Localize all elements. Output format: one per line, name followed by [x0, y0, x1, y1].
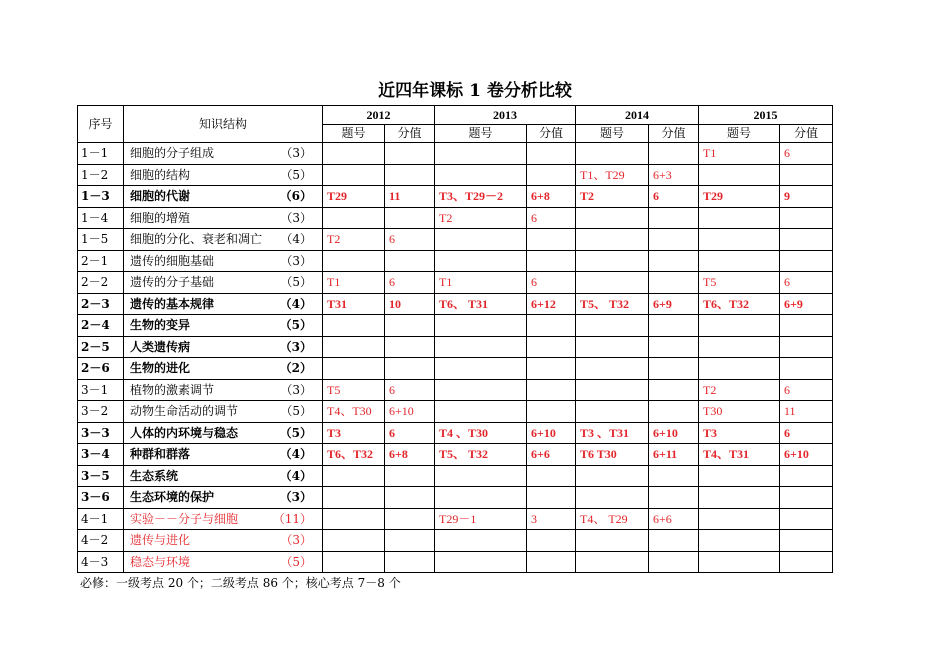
row-seq: 2－4 — [78, 315, 124, 337]
score-cell — [649, 551, 699, 573]
header-knowledge: 知识结构 — [124, 106, 323, 143]
row-knowledge — [124, 164, 323, 186]
table-row — [78, 336, 833, 358]
knowledge-name: 细胞的分化、衰老和凋亡 — [130, 232, 263, 247]
score-cell — [385, 551, 435, 573]
row-knowledge — [124, 315, 323, 337]
row-knowledge — [124, 508, 323, 530]
header-year-2012: 2012 — [323, 106, 435, 125]
score-cell — [649, 250, 699, 272]
row-knowledge — [124, 143, 323, 165]
question-cell: T6、T32 — [323, 444, 385, 466]
row-seq: 4－1 — [78, 508, 124, 530]
table-row — [78, 487, 833, 509]
row-seq: 4－3 — [78, 551, 124, 573]
header-question: 题号 — [435, 124, 527, 143]
table-row — [78, 465, 833, 487]
row-knowledge — [124, 207, 323, 229]
score-cell: 6+10 — [780, 444, 833, 466]
knowledge-points: （5） — [280, 404, 312, 419]
score-cell — [385, 465, 435, 487]
table-row — [78, 401, 833, 423]
question-cell: T29 — [323, 186, 385, 208]
question-cell: T1 — [323, 272, 385, 294]
row-seq: 1－3 — [78, 186, 124, 208]
score-cell: 6 — [385, 229, 435, 251]
score-cell: 6 — [527, 272, 576, 294]
knowledge-name: 细胞的结构 — [130, 167, 191, 182]
score-cell — [649, 401, 699, 423]
question-cell — [576, 465, 649, 487]
question-cell — [323, 551, 385, 573]
table-row — [78, 250, 833, 272]
question-cell — [323, 207, 385, 229]
score-cell: 6 — [780, 422, 833, 444]
knowledge-name: 遗传与进化 — [130, 533, 191, 548]
row-seq: 4－2 — [78, 530, 124, 552]
table-row — [78, 358, 833, 380]
knowledge-name: 稳态与环境 — [130, 554, 191, 569]
header-row-years — [78, 106, 833, 125]
score-cell — [385, 250, 435, 272]
row-knowledge — [124, 186, 323, 208]
row-seq: 3－3 — [78, 422, 124, 444]
question-cell: T6 T30 — [576, 444, 649, 466]
score-cell: 6+8 — [527, 186, 576, 208]
row-seq: 3－5 — [78, 465, 124, 487]
question-cell: T1、T29 — [576, 164, 649, 186]
score-cell: 6 — [385, 422, 435, 444]
table-row — [78, 379, 833, 401]
row-knowledge — [124, 358, 323, 380]
header-year-2013: 2013 — [435, 106, 576, 125]
row-seq: 1－1 — [78, 143, 124, 165]
question-cell — [435, 143, 527, 165]
score-cell — [527, 358, 576, 380]
question-cell — [576, 143, 649, 165]
score-cell — [649, 465, 699, 487]
question-cell — [699, 465, 780, 487]
header-score: 分值 — [527, 124, 576, 143]
question-cell — [323, 465, 385, 487]
score-cell — [385, 164, 435, 186]
question-cell — [699, 530, 780, 552]
knowledge-name: 细胞的增殖 — [130, 210, 191, 225]
knowledge-points: （2） — [279, 361, 312, 376]
knowledge-points: （5） — [280, 554, 312, 569]
score-cell — [649, 272, 699, 294]
score-cell: 11 — [780, 401, 833, 423]
score-cell — [385, 508, 435, 530]
row-seq: 1－5 — [78, 229, 124, 251]
knowledge-points: （4） — [279, 468, 312, 483]
row-knowledge — [124, 551, 323, 573]
row-seq: 2－3 — [78, 293, 124, 315]
header-score: 分值 — [385, 124, 435, 143]
score-cell — [527, 551, 576, 573]
score-cell — [780, 358, 833, 380]
table-row — [78, 229, 833, 251]
score-cell — [385, 207, 435, 229]
question-cell — [323, 487, 385, 509]
knowledge-name: 遗传的细胞基础 — [130, 253, 215, 268]
question-cell: T5、 T32 — [576, 293, 649, 315]
question-cell: T4、T31 — [699, 444, 780, 466]
knowledge-points: （3） — [280, 146, 312, 161]
row-knowledge — [124, 422, 323, 444]
question-cell — [323, 336, 385, 358]
score-cell — [385, 143, 435, 165]
question-cell — [323, 530, 385, 552]
question-cell — [435, 401, 527, 423]
score-cell — [527, 143, 576, 165]
question-cell — [576, 229, 649, 251]
row-seq: 1－2 — [78, 164, 124, 186]
knowledge-points: （3） — [279, 339, 312, 354]
table-row — [78, 186, 833, 208]
question-cell: T6、T32 — [699, 293, 780, 315]
question-cell — [699, 229, 780, 251]
knowledge-points: （5） — [280, 275, 312, 290]
score-cell — [527, 164, 576, 186]
score-cell — [649, 315, 699, 337]
knowledge-points: （6） — [279, 189, 312, 204]
score-cell — [385, 336, 435, 358]
row-knowledge — [124, 444, 323, 466]
question-cell — [323, 164, 385, 186]
score-cell — [649, 207, 699, 229]
knowledge-name: 生态系统 — [130, 468, 179, 483]
question-cell — [699, 358, 780, 380]
score-cell: 6+9 — [780, 293, 833, 315]
question-cell — [576, 315, 649, 337]
score-cell — [780, 551, 833, 573]
score-cell — [780, 315, 833, 337]
question-cell: T5、 T32 — [435, 444, 527, 466]
table-row — [78, 207, 833, 229]
knowledge-points: （3） — [280, 210, 312, 225]
question-cell — [323, 315, 385, 337]
header-year-2014: 2014 — [576, 106, 699, 125]
score-cell: 6 — [527, 207, 576, 229]
question-cell: T29 — [699, 186, 780, 208]
header-score: 分值 — [649, 124, 699, 143]
table-row — [78, 530, 833, 552]
question-cell — [699, 487, 780, 509]
score-cell — [780, 336, 833, 358]
row-seq: 1－4 — [78, 207, 124, 229]
question-cell — [323, 508, 385, 530]
score-cell: 6 — [385, 272, 435, 294]
question-cell — [699, 315, 780, 337]
row-knowledge — [124, 293, 323, 315]
knowledge-name: 生物的变异 — [130, 318, 191, 333]
knowledge-name: 人体的内环境与稳态 — [130, 425, 239, 440]
score-cell — [649, 379, 699, 401]
row-knowledge — [124, 487, 323, 509]
question-cell: T31 — [323, 293, 385, 315]
knowledge-points: （5） — [279, 318, 312, 333]
question-cell — [435, 250, 527, 272]
question-cell: T6、 T31 — [435, 293, 527, 315]
score-cell — [649, 229, 699, 251]
question-cell — [435, 164, 527, 186]
header-seq: 序号 — [78, 106, 124, 143]
score-cell: 9 — [780, 186, 833, 208]
question-cell: T3 — [699, 422, 780, 444]
knowledge-name: 生物的进化 — [130, 361, 191, 376]
row-seq: 3－2 — [78, 401, 124, 423]
knowledge-name: 实验－－分子与细胞 — [130, 511, 239, 526]
question-cell: T3 、T31 — [576, 422, 649, 444]
score-cell — [780, 487, 833, 509]
score-cell: 6 — [385, 379, 435, 401]
question-cell: T4、T30 — [323, 401, 385, 423]
knowledge-name: 动物生命活动的调节 — [130, 404, 239, 419]
score-cell: 6+9 — [649, 293, 699, 315]
question-cell: T3、T29－2 — [435, 186, 527, 208]
score-cell: 6 — [649, 186, 699, 208]
row-knowledge — [124, 379, 323, 401]
score-cell — [780, 229, 833, 251]
knowledge-points: （3） — [279, 490, 312, 505]
knowledge-name: 植物的激素调节 — [130, 382, 215, 397]
table-row — [78, 293, 833, 315]
row-knowledge — [124, 465, 323, 487]
score-cell: 3 — [527, 508, 576, 530]
question-cell — [699, 551, 780, 573]
question-cell: T5 — [323, 379, 385, 401]
row-knowledge — [124, 272, 323, 294]
knowledge-name: 种群和群落 — [130, 447, 191, 462]
score-cell: 6+8 — [385, 444, 435, 466]
score-cell — [385, 315, 435, 337]
question-cell: T1 — [699, 143, 780, 165]
header-question: 题号 — [323, 124, 385, 143]
score-cell — [527, 250, 576, 272]
row-knowledge — [124, 530, 323, 552]
question-cell — [576, 250, 649, 272]
score-cell — [649, 358, 699, 380]
table-row — [78, 444, 833, 466]
question-cell — [323, 143, 385, 165]
question-cell — [699, 250, 780, 272]
question-cell: T5 — [699, 272, 780, 294]
knowledge-points: （4） — [279, 296, 312, 311]
question-cell: T4 、T30 — [435, 422, 527, 444]
question-cell — [435, 465, 527, 487]
score-cell: 6 — [780, 143, 833, 165]
score-cell: 6+3 — [649, 164, 699, 186]
score-cell — [527, 336, 576, 358]
score-cell — [649, 336, 699, 358]
knowledge-name: 遗传的分子基础 — [130, 275, 215, 290]
page-title: 近四年课标 1 卷分析比较 — [378, 81, 572, 101]
table-row — [78, 315, 833, 337]
knowledge-points: （3） — [280, 253, 312, 268]
row-knowledge — [124, 250, 323, 272]
table-row — [78, 551, 833, 573]
score-cell: 6+11 — [649, 444, 699, 466]
question-cell — [435, 530, 527, 552]
knowledge-name: 人类遗传病 — [130, 339, 191, 354]
question-cell — [699, 508, 780, 530]
question-cell — [435, 315, 527, 337]
question-cell: T1 — [435, 272, 527, 294]
knowledge-name: 细胞的代谢 — [130, 189, 191, 204]
question-cell: T2 — [699, 379, 780, 401]
knowledge-points: （4） — [280, 232, 312, 247]
score-cell — [780, 465, 833, 487]
score-cell — [780, 250, 833, 272]
knowledge-points: （11） — [272, 511, 312, 526]
question-cell — [576, 358, 649, 380]
question-cell — [699, 164, 780, 186]
score-cell — [385, 358, 435, 380]
row-seq: 2－1 — [78, 250, 124, 272]
question-cell — [699, 336, 780, 358]
header-year-2015: 2015 — [699, 106, 833, 125]
question-cell: T4、 T29 — [576, 508, 649, 530]
score-cell: 11 — [385, 186, 435, 208]
score-cell — [780, 164, 833, 186]
score-cell — [527, 379, 576, 401]
score-cell — [527, 465, 576, 487]
score-cell — [385, 530, 435, 552]
question-cell — [576, 272, 649, 294]
table-row — [78, 422, 833, 444]
knowledge-points: （4） — [279, 447, 312, 462]
question-cell — [576, 401, 649, 423]
table-row — [78, 508, 833, 530]
score-cell: 6+10 — [527, 422, 576, 444]
score-cell: 6+10 — [385, 401, 435, 423]
question-cell — [699, 207, 780, 229]
question-cell — [323, 250, 385, 272]
question-cell — [576, 530, 649, 552]
score-cell — [780, 530, 833, 552]
question-cell — [435, 336, 527, 358]
score-cell — [527, 487, 576, 509]
row-seq: 2－6 — [78, 358, 124, 380]
question-cell — [323, 358, 385, 380]
question-cell — [576, 379, 649, 401]
score-cell — [527, 229, 576, 251]
question-cell — [576, 336, 649, 358]
question-cell: T2 — [435, 207, 527, 229]
question-cell: T30 — [699, 401, 780, 423]
question-cell — [576, 487, 649, 509]
score-cell — [780, 207, 833, 229]
score-cell — [527, 401, 576, 423]
row-knowledge — [124, 401, 323, 423]
row-seq: 3－4 — [78, 444, 124, 466]
row-seq: 3－6 — [78, 487, 124, 509]
score-cell — [780, 508, 833, 530]
score-cell: 6 — [780, 272, 833, 294]
score-cell — [385, 487, 435, 509]
table-row — [78, 164, 833, 186]
score-cell — [649, 143, 699, 165]
knowledge-name: 细胞的分子组成 — [130, 146, 215, 161]
question-cell — [435, 358, 527, 380]
question-cell: T2 — [576, 186, 649, 208]
knowledge-points: （5） — [280, 167, 312, 182]
row-seq: 2－2 — [78, 272, 124, 294]
score-cell: 6+6 — [649, 508, 699, 530]
question-cell — [435, 379, 527, 401]
row-knowledge — [124, 336, 323, 358]
table-row — [78, 143, 833, 165]
header-question: 题号 — [699, 124, 780, 143]
question-cell — [435, 487, 527, 509]
footnote: 必修：一级考点 20 个；二级考点 86 个；核心考点 7－8 个 — [80, 576, 401, 590]
question-cell — [435, 551, 527, 573]
score-cell: 6+12 — [527, 293, 576, 315]
analysis-table — [77, 105, 833, 573]
table-row — [78, 272, 833, 294]
knowledge-points: （3） — [280, 382, 312, 397]
knowledge-name: 生态环境的保护 — [130, 490, 215, 505]
question-cell — [576, 207, 649, 229]
row-seq: 2－5 — [78, 336, 124, 358]
knowledge-points: （3） — [280, 533, 312, 548]
score-cell: 6+10 — [649, 422, 699, 444]
question-cell: T3 — [323, 422, 385, 444]
score-cell: 6+6 — [527, 444, 576, 466]
knowledge-points: （5） — [279, 425, 312, 440]
question-cell — [435, 229, 527, 251]
score-cell — [527, 315, 576, 337]
row-seq: 3－1 — [78, 379, 124, 401]
question-cell: T29－1 — [435, 508, 527, 530]
question-cell: T2 — [323, 229, 385, 251]
score-cell: 6 — [780, 379, 833, 401]
row-knowledge — [124, 229, 323, 251]
header-question: 题号 — [576, 124, 649, 143]
score-cell — [649, 487, 699, 509]
knowledge-name: 遗传的基本规律 — [130, 296, 215, 311]
question-cell — [576, 551, 649, 573]
header-score: 分值 — [780, 124, 833, 143]
score-cell — [527, 530, 576, 552]
score-cell — [649, 530, 699, 552]
score-cell: 10 — [385, 293, 435, 315]
